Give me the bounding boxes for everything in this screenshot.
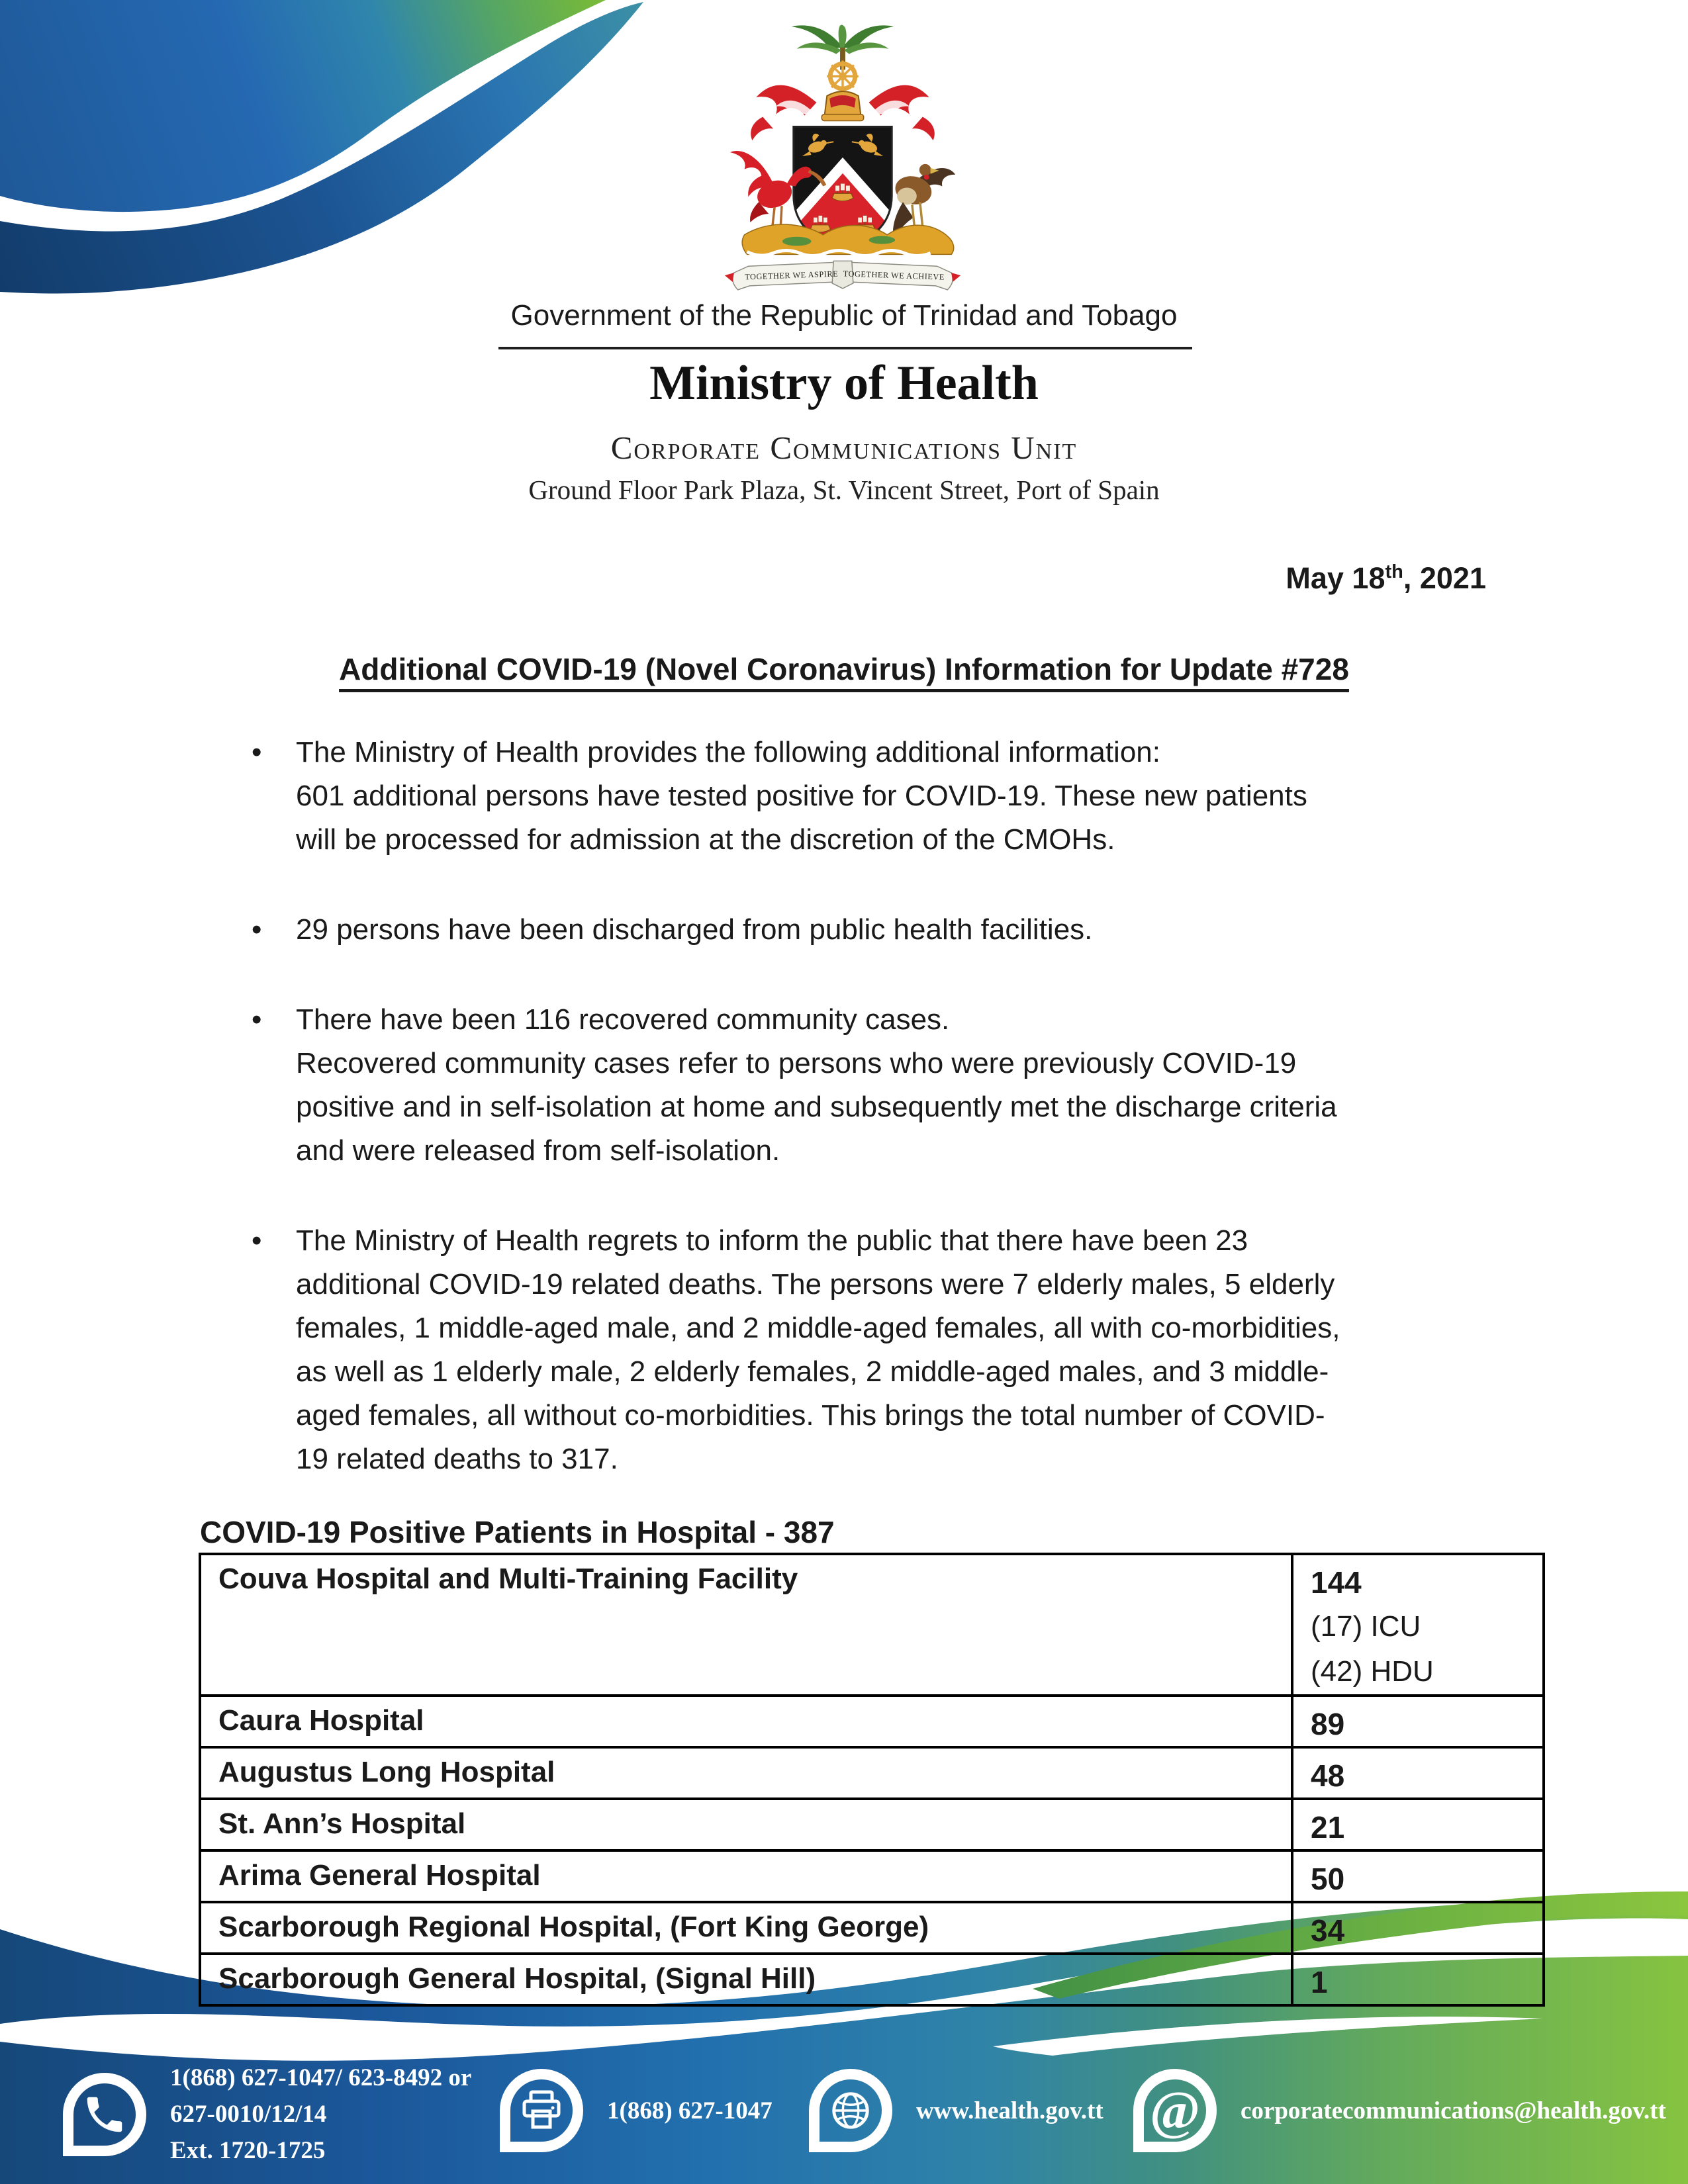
fax-number: 1(868) 627-1047	[607, 2097, 773, 2124]
bullet-marker: •	[252, 736, 262, 768]
hospital-name: Scarborough General Hospital, (Signal Hill)	[200, 1954, 1292, 2005]
count-detail: (17) ICU	[1311, 1610, 1421, 1643]
bullet-marker: •	[252, 1003, 262, 1036]
header-divider	[498, 347, 1192, 349]
footer-fax-group	[500, 2069, 773, 2152]
email-address: corporatecommunications@health.gov.tt	[1241, 2097, 1666, 2124]
bullet-item-3	[252, 998, 1523, 1173]
motto-right: TOGETHER WE ACHIEVE	[843, 269, 945, 282]
bullet-text: positive and in self-isolation at home and subsequently met the discharge criteria	[296, 1091, 1337, 1123]
globe-icon	[809, 2069, 892, 2152]
bullet-text: There have been 116 recovered community cases.	[296, 1003, 950, 1036]
hospital-count: 89	[1292, 1696, 1544, 1747]
hospital-name: Augustus Long Hospital	[200, 1747, 1292, 1799]
hospital-count: 48	[1292, 1747, 1544, 1799]
hospital-name: Scarborough Regional Hospital, (Fort King George)	[200, 1902, 1292, 1954]
ministry-title: Ministry of Health	[649, 356, 1039, 410]
table-row	[200, 1902, 1544, 1954]
bullet-item-4	[252, 1219, 1523, 1481]
footer-phone-group	[63, 2060, 471, 2169]
unit-name: Corporate Communications Unit	[610, 430, 1078, 466]
ship-wheel	[827, 61, 858, 92]
bullet-text: females, 1 middle-aged male, and 2 middle-aged females, all with co-morbidities,	[296, 1312, 1340, 1344]
bullet-text: Recovered community cases refer to persons who were previously COVID-19	[296, 1047, 1297, 1079]
hospital-name: Caura Hospital	[200, 1696, 1292, 1747]
hospital-count: 50	[1292, 1850, 1544, 1902]
bullet-text: and were released from self-isolation.	[296, 1134, 780, 1167]
hospital-name: Arima General Hospital	[200, 1850, 1292, 1902]
footer-website-group	[809, 2069, 1103, 2152]
government-line: Government of the Republic of Trinidad and Tobago	[510, 299, 1178, 332]
date-ordinal: th	[1385, 561, 1403, 582]
hospital-name: Couva Hospital and Multi-Training Facility	[200, 1554, 1292, 1696]
phone-numbers: 1(868) 627-1047/ 623-8492 or 627-0010/12/14 Ext. 1720-1725	[170, 2064, 472, 2164]
bullet-item-1	[252, 731, 1523, 862]
bullet-marker: •	[252, 913, 262, 946]
hospital-count	[1292, 1554, 1544, 1696]
count-detail: (42) HDU	[1311, 1655, 1434, 1688]
bullet-text: 601 additional persons have tested positive for COVID-19. These new patients	[296, 780, 1307, 812]
bullet-text: aged females, all without co-morbidities. This brings the total number of COVID-	[296, 1399, 1325, 1432]
at-icon: @	[1133, 2069, 1217, 2152]
table-row	[200, 1696, 1544, 1747]
hospital-count: 21	[1292, 1799, 1544, 1850]
hospital-count: 34	[1292, 1902, 1544, 1954]
top-wave-decoration	[0, 0, 702, 311]
bullet-list	[252, 731, 1523, 1527]
bullet-text: The Ministry of Health provides the following additional information:	[296, 736, 1160, 768]
bullet-text: 19 related deaths to 317.	[296, 1443, 618, 1475]
phone-icon	[63, 2073, 146, 2156]
coat-of-arms	[718, 17, 967, 295]
bullet-text: additional COVID-19 related deaths. The persons were 7 elderly males, 5 elderly	[296, 1268, 1335, 1300]
hospital-count: 1	[1292, 1954, 1544, 2005]
hospital-table	[199, 1553, 1545, 2007]
table-row	[200, 1954, 1544, 2005]
table-row	[200, 1554, 1544, 1696]
table-row	[200, 1747, 1544, 1799]
bullet-text: as well as 1 elderly male, 2 elderly females, 2 middle-aged males, and 3 middle-	[296, 1355, 1329, 1388]
website-url: www.health.gov.tt	[916, 2097, 1103, 2124]
document-title: Additional COVID-19 (Novel Coronavirus) Information for Update #728	[339, 652, 1349, 686]
address-line: Ground Floor Park Plaza, St. Vincent Street, Port of Spain	[528, 475, 1160, 505]
hospital-name: St. Ann’s Hospital	[200, 1799, 1292, 1850]
motto-ribbon	[725, 261, 961, 290]
crown	[821, 91, 863, 121]
document-date: May 18th, 2021	[1286, 561, 1486, 595]
table-row	[200, 1799, 1544, 1850]
bullet-text: The Ministry of Health regrets to inform the public that there have been 23	[296, 1224, 1248, 1257]
bullet-marker: •	[252, 1224, 262, 1257]
table-title: COVID-19 Positive Patients in Hospital - 387	[200, 1515, 835, 1549]
motto-left: TOGETHER WE ASPIRE	[744, 269, 839, 282]
base-mound	[742, 224, 954, 261]
bullet-text: will be processed for admission at the discretion of the CMOHs.	[296, 823, 1115, 856]
bullet-item-2	[252, 908, 1523, 952]
bullet-text: 29 persons have been discharged from public health facilities.	[296, 913, 1093, 946]
table-row	[200, 1850, 1544, 1902]
footer-email-group	[1133, 2069, 1666, 2152]
fax-icon	[500, 2069, 583, 2152]
count-value: 144	[1311, 1565, 1362, 1600]
